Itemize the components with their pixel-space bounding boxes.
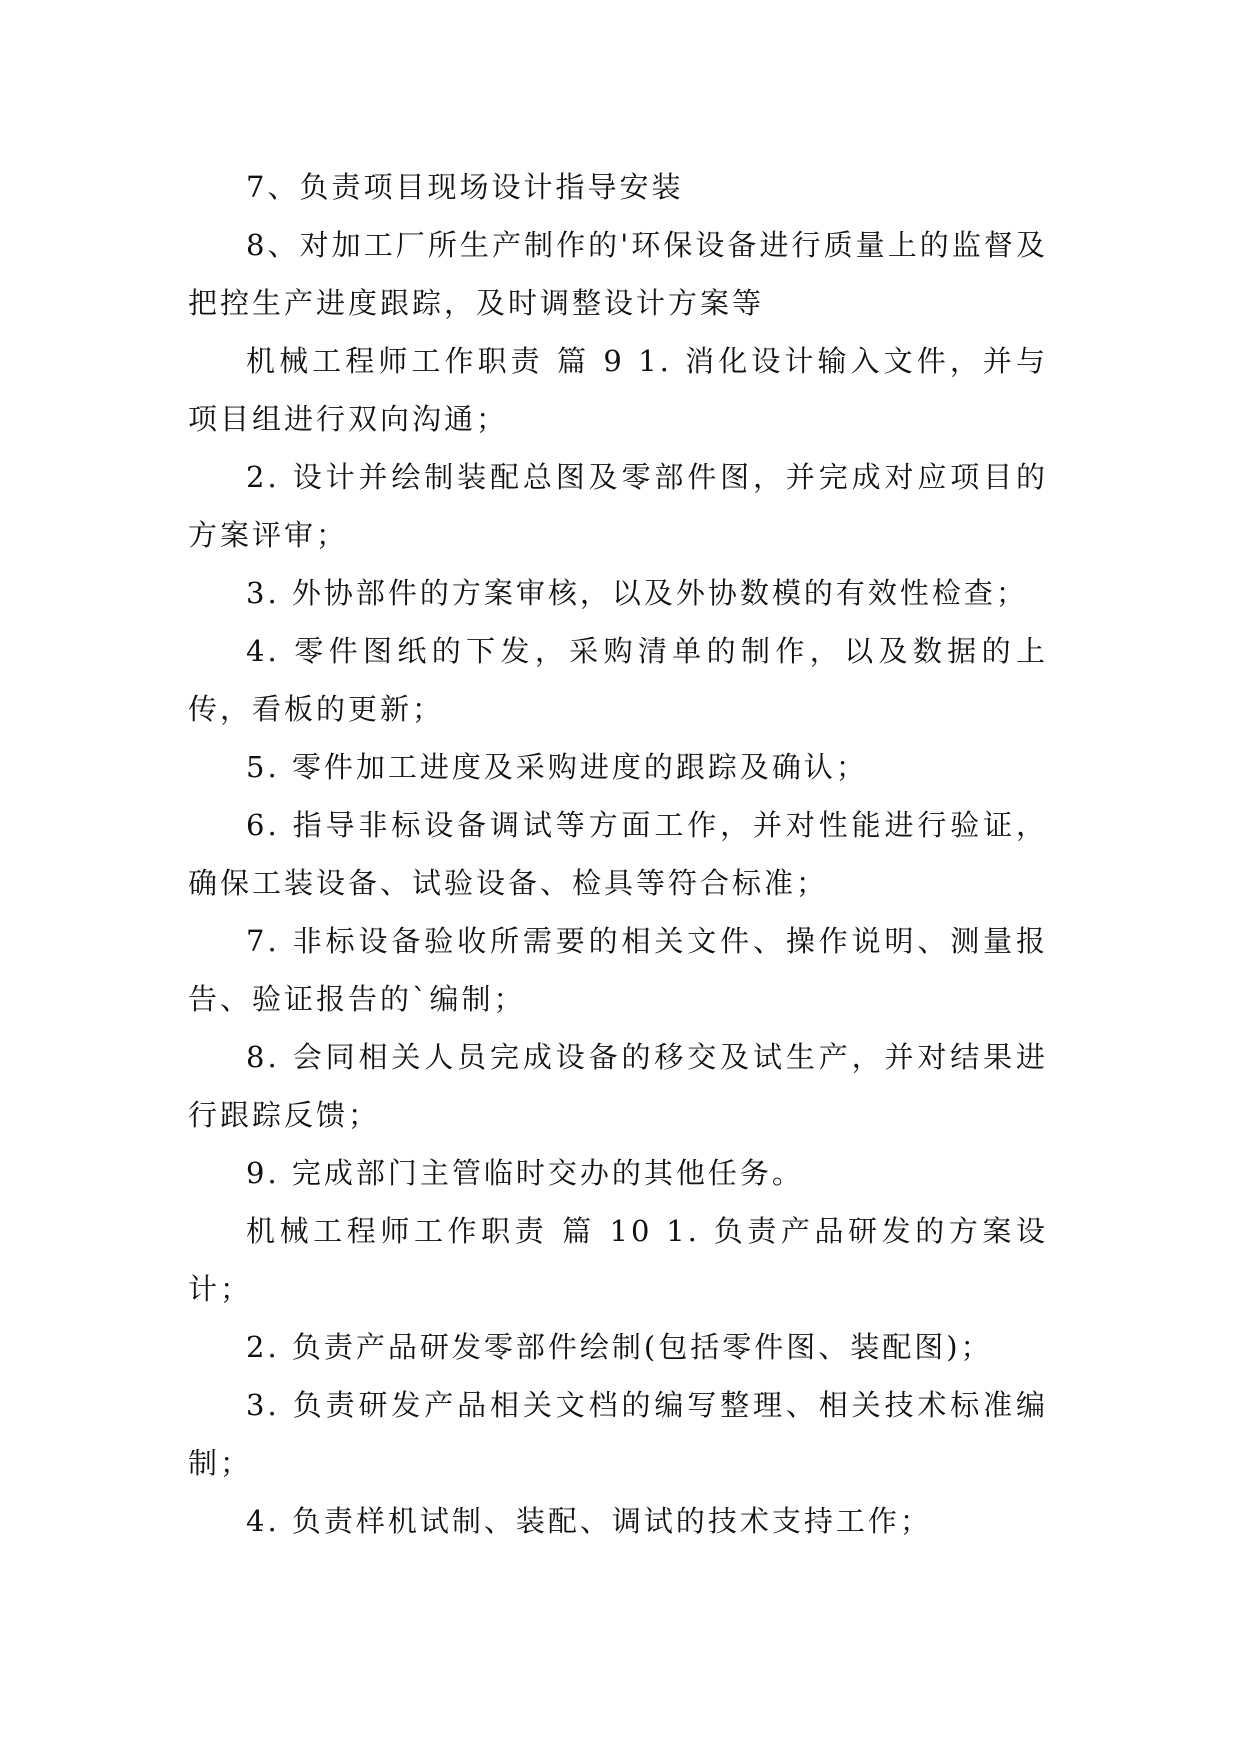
paragraph-section-10-item-4: 4. 负责样机试制、装配、调试的技术支持工作； bbox=[246, 1504, 932, 1538]
paragraph-section-9-item-4: 4. 零件图纸的下发，采购清单的制作，以及数据的上传，看板的更新； bbox=[188, 634, 1048, 726]
paragraph-section-9-item-9: 9. 完成部门主管临时交办的其他任务。 bbox=[246, 1156, 804, 1190]
paragraph-section-10-item-2: 2. 负责产品研发零部件绘制(包括零件图、装配图)； bbox=[246, 1330, 993, 1364]
paragraph-section-9-item-3: 3. 外协部件的方案审核，以及外协数模的有效性检查； bbox=[246, 576, 1028, 610]
paragraph-section-9-item-2: 2. 设计并绘制装配总图及零部件图，并完成对应项目的方案评审； bbox=[188, 460, 1048, 552]
paragraph-duty-7-onsite-guidance: 7、负责项目现场设计指导安装 bbox=[246, 170, 684, 204]
paragraph-section-9-item-7: 7. 非标设备验收所需要的相关文件、操作说明、测量报告、验证报告的`编制； bbox=[188, 924, 1048, 1016]
paragraph-section-9-item-8: 8. 会同相关人员完成设备的移交及试生产，并对结果进行跟踪反馈； bbox=[188, 1040, 1048, 1132]
paragraph-section-10-item-1: 机械工程师工作职责 篇 10 1. 负责产品研发的方案设计； bbox=[188, 1214, 1048, 1306]
paragraph-section-9-item-6: 6. 指导非标设备调试等方面工作，并对性能进行验证，确保工装设备、试验设备、检具等符合标准； bbox=[188, 808, 1048, 900]
paragraph-section-10-item-3: 3. 负责研发产品相关文档的编写整理、相关技术标准编制； bbox=[188, 1388, 1048, 1480]
paragraph-section-9-item-1: 机械工程师工作职责 篇 9 1. 消化设计输入文件，并与项目组进行双向沟通； bbox=[188, 344, 1048, 436]
paragraph-duty-8-quality-supervision: 8、对加工厂所生产制作的'环保设备进行质量上的监督及把控生产进度跟踪，及时调整设计方案等 bbox=[188, 228, 1048, 320]
document-body bbox=[188, 158, 1048, 1550]
paragraph-section-9-item-5: 5. 零件加工进度及采购进度的跟踪及确认； bbox=[246, 750, 868, 784]
